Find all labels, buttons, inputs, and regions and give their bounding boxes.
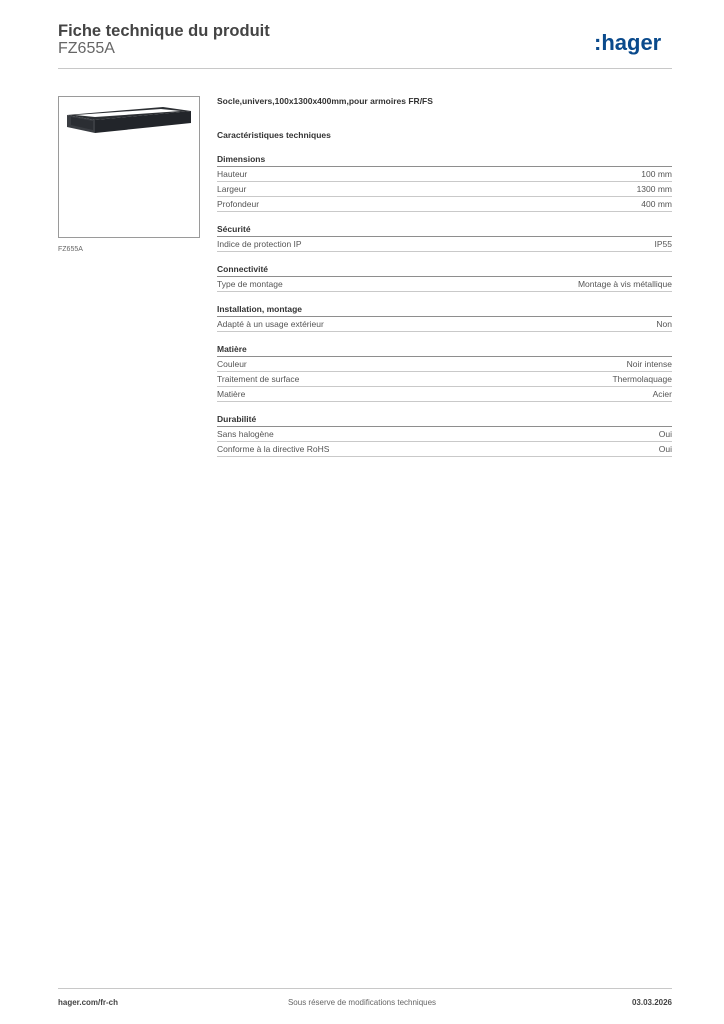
spec-row <box>217 237 672 252</box>
spec-label: Hauteur <box>217 169 248 179</box>
section-installation <box>217 304 672 332</box>
spec-value: Oui <box>658 444 672 454</box>
spec-value: 400 mm <box>641 199 672 209</box>
spec-row <box>217 182 672 197</box>
spec-label: Matière <box>217 389 246 399</box>
section-title: Sécurité <box>217 224 672 237</box>
product-details <box>217 96 672 457</box>
product-reference: FZ655A <box>58 40 115 57</box>
product-description: Socle,univers,100x1300x400mm,pour armoires FR/FS <box>217 96 433 106</box>
footer-website-link[interactable]: hager.com/fr-ch <box>58 998 119 1007</box>
spec-value: Noir intense <box>626 359 672 369</box>
spec-row <box>217 317 672 332</box>
header-divider <box>58 68 672 69</box>
tech-heading: Caractéristiques techniques <box>217 130 331 140</box>
spec-value: Acier <box>652 389 672 399</box>
section-durabilite <box>217 414 672 457</box>
spec-value: 100 mm <box>641 169 672 179</box>
section-title: Durabilité <box>217 414 672 427</box>
spec-row <box>217 167 672 182</box>
spec-value: Oui <box>658 429 672 439</box>
spec-label: Conforme à la directive RoHS <box>217 444 330 454</box>
spec-label: Type de montage <box>217 279 283 289</box>
section-title: Connectivité <box>217 264 672 277</box>
spec-value: Thermolaquage <box>612 374 672 384</box>
section-securite <box>217 224 672 252</box>
spec-label: Traitement de surface <box>217 374 300 384</box>
product-image <box>58 96 200 238</box>
spec-row <box>217 372 672 387</box>
spec-value: Montage à vis métallique <box>577 279 672 289</box>
footer-notice: Sous réserve de modifications techniques <box>287 998 437 1007</box>
spec-label: Largeur <box>217 184 247 194</box>
section-title: Matière <box>217 344 672 357</box>
spec-row <box>217 442 672 457</box>
section-connectivite <box>217 264 672 292</box>
image-caption: FZ655A <box>58 246 83 253</box>
section-dimensions <box>217 154 672 212</box>
product-base-frame-icon <box>59 97 199 237</box>
spec-label: Couleur <box>217 359 247 369</box>
page-title: Fiche technique du produit <box>58 22 270 40</box>
spec-value: Non <box>656 319 672 329</box>
spec-row <box>217 427 672 442</box>
spec-label: Indice de protection IP <box>217 239 302 249</box>
spec-label: Profondeur <box>217 199 260 209</box>
spec-value: IP55 <box>654 239 672 249</box>
section-matiere <box>217 344 672 402</box>
spec-row <box>217 277 672 292</box>
spec-row <box>217 357 672 372</box>
spec-row <box>217 197 672 212</box>
hager-logo <box>594 30 674 56</box>
spec-label: Sans halogène <box>217 429 274 439</box>
spec-label: Adapté à un usage extérieur <box>217 319 324 329</box>
footer-date: 03.03.2026 <box>631 998 672 1007</box>
footer-divider <box>58 988 672 989</box>
section-title: Dimensions <box>217 154 672 167</box>
spec-row <box>217 387 672 402</box>
hager-logo-text: :hager <box>594 30 662 55</box>
spec-value: 1300 mm <box>636 184 672 194</box>
section-title: Installation, montage <box>217 304 672 317</box>
